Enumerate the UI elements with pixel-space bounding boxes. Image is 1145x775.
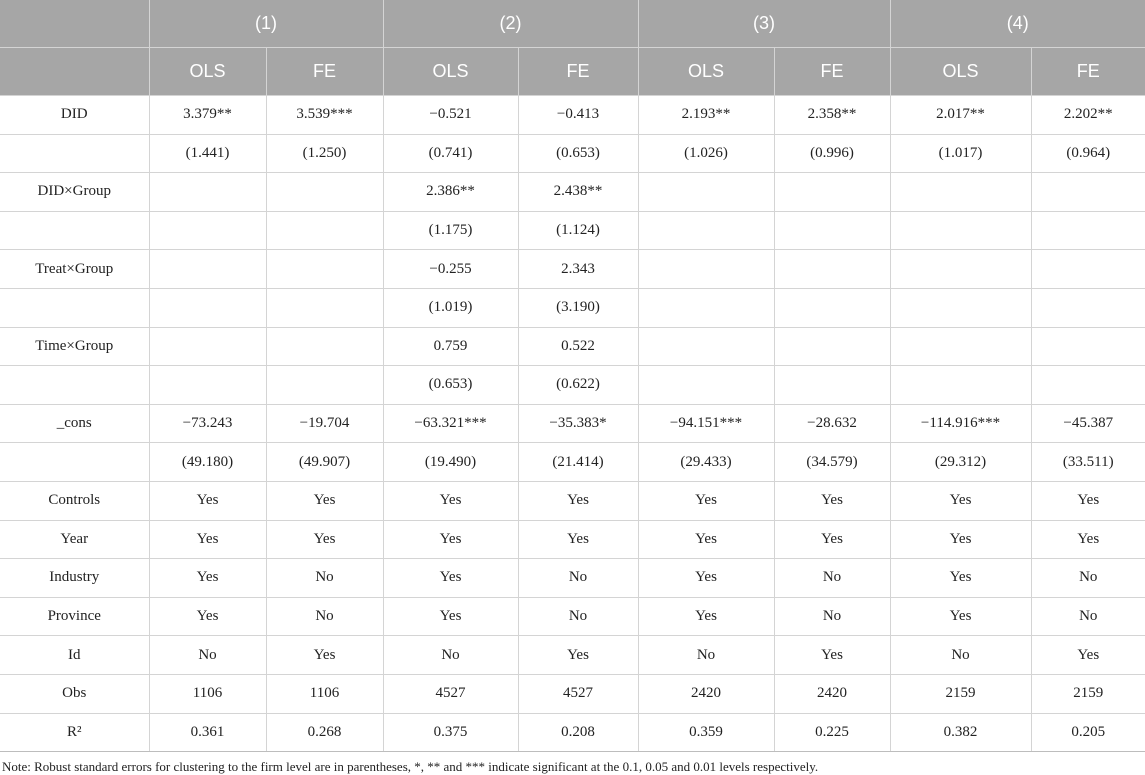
table-cell: 4527 [518,674,638,713]
header-group-1: (1) [149,0,383,48]
table-cell [638,366,774,405]
table-cell: No [638,636,774,675]
table-cell: 3.539*** [266,96,383,135]
table-cell: 2420 [638,674,774,713]
table-row [0,597,1145,636]
table-cell: 0.375 [383,713,518,752]
table-cell [1031,250,1145,289]
header-group-3: (3) [638,0,890,48]
table-cell: (1.017) [890,134,1031,173]
header-corner [0,0,149,48]
table-body [0,96,1145,752]
table-cell [149,327,266,366]
table-cell: (34.579) [774,443,890,482]
table-cell [890,211,1031,250]
table-cell: 0.759 [383,327,518,366]
table-cell: (1.019) [383,288,518,327]
table-cell [149,288,266,327]
table-cell: Yes [1031,481,1145,520]
table-cell: 2.202** [1031,96,1145,135]
table-cell [1031,211,1145,250]
table-cell [266,366,383,405]
table-row [0,211,1145,250]
table-cell: Yes [518,520,638,559]
header-subcol: FE [518,48,638,96]
header-group-4: (4) [890,0,1145,48]
table-cell: No [518,597,638,636]
table-note: Note: Robust standard errors for clustering to the firm level are in parentheses, *, ** and *** indicate significant at the 0.1, 0.05 and 0.01 levels respectively. [2,759,819,774]
table-row [0,327,1145,366]
row-label [0,211,149,250]
table-cell [638,288,774,327]
table-row [0,366,1145,405]
table-cell: (0.622) [518,366,638,405]
table-cell: No [890,636,1031,675]
header-subcol-row [0,48,1145,96]
table-cell [890,250,1031,289]
table-cell [266,250,383,289]
row-label: Province [0,597,149,636]
table-cell [890,288,1031,327]
row-label: Controls [0,481,149,520]
table-cell: Yes [149,481,266,520]
table-cell: No [518,559,638,598]
header-subcol: OLS [383,48,518,96]
table-cell [638,211,774,250]
table-cell [266,288,383,327]
table-cell: 4527 [383,674,518,713]
header-subcol: FE [774,48,890,96]
table-cell: Yes [383,520,518,559]
table-row [0,404,1145,443]
table-cell: Yes [638,597,774,636]
table-cell [638,173,774,212]
table-cell: Yes [890,481,1031,520]
table-cell: Yes [266,481,383,520]
table-cell [1031,173,1145,212]
table-cell: Yes [266,636,383,675]
table-cell: 0.225 [774,713,890,752]
table-cell: 0.208 [518,713,638,752]
table-cell: −73.243 [149,404,266,443]
table-cell: No [266,559,383,598]
table-cell: (1.175) [383,211,518,250]
header-group-row [0,0,1145,48]
table-cell [1031,327,1145,366]
table-cell [266,211,383,250]
table-cell: Yes [383,559,518,598]
table-cell: (49.180) [149,443,266,482]
table-cell: −0.521 [383,96,518,135]
table-cell: 2159 [1031,674,1145,713]
table-row [0,559,1145,598]
table-row [0,713,1145,752]
table-cell: 2.386** [383,173,518,212]
table-cell: 0.361 [149,713,266,752]
table-cell: −19.704 [266,404,383,443]
table-row [0,443,1145,482]
table-cell: No [383,636,518,675]
row-label: Year [0,520,149,559]
table-cell [774,327,890,366]
table-cell: −0.413 [518,96,638,135]
table-cell: Yes [890,559,1031,598]
header-group-2: (2) [383,0,638,48]
row-label: DID×Group [0,173,149,212]
table-row [0,173,1145,212]
table-cell: (0.964) [1031,134,1145,173]
table-cell [149,250,266,289]
header-subcol: OLS [149,48,266,96]
table-cell: (19.490) [383,443,518,482]
table-cell [149,211,266,250]
table-cell [1031,288,1145,327]
table-cell [890,327,1031,366]
table-cell: 2.193** [638,96,774,135]
table-cell [266,173,383,212]
row-label: R² [0,713,149,752]
table-cell: Yes [266,520,383,559]
table-cell: (29.312) [890,443,1031,482]
table-cell: Yes [774,636,890,675]
row-label [0,134,149,173]
row-label: Treat×Group [0,250,149,289]
table-cell: (1.250) [266,134,383,173]
table-cell: Yes [383,481,518,520]
table-cell: −0.255 [383,250,518,289]
table-cell: (0.653) [383,366,518,405]
table-cell: Yes [774,520,890,559]
table-cell [149,173,266,212]
table-cell: Yes [638,559,774,598]
table-cell: −28.632 [774,404,890,443]
table-cell: Yes [638,481,774,520]
table-cell: 2.017** [890,96,1031,135]
table-row [0,674,1145,713]
table-cell: 0.522 [518,327,638,366]
table-row [0,96,1145,135]
table-cell: (0.653) [518,134,638,173]
table-cell: 2420 [774,674,890,713]
row-label [0,443,149,482]
table-cell: −94.151*** [638,404,774,443]
table-cell: (21.414) [518,443,638,482]
table-cell: No [774,559,890,598]
table-cell [774,211,890,250]
table-cell [774,366,890,405]
table-cell: (0.741) [383,134,518,173]
table-cell: Yes [774,481,890,520]
row-label: _cons [0,404,149,443]
table-cell: 2159 [890,674,1031,713]
table-cell: 0.205 [1031,713,1145,752]
table-cell [890,366,1031,405]
table-cell: −35.383* [518,404,638,443]
table-cell [774,173,890,212]
table-cell [638,327,774,366]
table-cell: −45.387 [1031,404,1145,443]
table-cell: Yes [149,597,266,636]
table-cell [1031,366,1145,405]
table-cell: 1106 [266,674,383,713]
table-cell: No [774,597,890,636]
table-cell: (1.026) [638,134,774,173]
row-label [0,288,149,327]
table-cell: 0.268 [266,713,383,752]
table-cell: Yes [890,520,1031,559]
table-cell: (49.907) [266,443,383,482]
table-cell: Yes [890,597,1031,636]
table-cell: 1106 [149,674,266,713]
table-cell: 0.382 [890,713,1031,752]
table-cell: (33.511) [1031,443,1145,482]
table-row [0,288,1145,327]
table-cell: 2.343 [518,250,638,289]
table-cell: No [1031,559,1145,598]
table-row [0,636,1145,675]
table-cell: (3.190) [518,288,638,327]
table-cell [774,288,890,327]
table-cell: No [1031,597,1145,636]
table-cell [890,173,1031,212]
table-cell: 3.379** [149,96,266,135]
table-cell: Yes [638,520,774,559]
table-cell [638,250,774,289]
table-cell: Yes [518,636,638,675]
table-cell: Yes [518,481,638,520]
table-cell: 0.359 [638,713,774,752]
table-cell [774,250,890,289]
table-cell: Yes [1031,636,1145,675]
table-cell: Yes [1031,520,1145,559]
row-label: Obs [0,674,149,713]
table-cell: Yes [149,520,266,559]
table-cell: No [149,636,266,675]
table-cell: −63.321*** [383,404,518,443]
header-subcol: OLS [638,48,774,96]
table-cell: (1.124) [518,211,638,250]
header-subcol: OLS [890,48,1031,96]
row-label: DID [0,96,149,135]
header-corner-lower [0,48,149,96]
table-cell [266,327,383,366]
table-cell: 2.438** [518,173,638,212]
table-row [0,520,1145,559]
table-row [0,250,1145,289]
table-cell: (1.441) [149,134,266,173]
table-cell: Yes [149,559,266,598]
table-row [0,481,1145,520]
row-label: Time×Group [0,327,149,366]
row-label: Industry [0,559,149,598]
table-cell: No [266,597,383,636]
header-subcol: FE [266,48,383,96]
table-cell: (29.433) [638,443,774,482]
row-label [0,366,149,405]
table-row [0,134,1145,173]
header-subcol: FE [1031,48,1145,96]
table-cell: Yes [383,597,518,636]
table-cell [149,366,266,405]
table-cell: 2.358** [774,96,890,135]
table-cell: (0.996) [774,134,890,173]
table-cell: −114.916*** [890,404,1031,443]
row-label: Id [0,636,149,675]
